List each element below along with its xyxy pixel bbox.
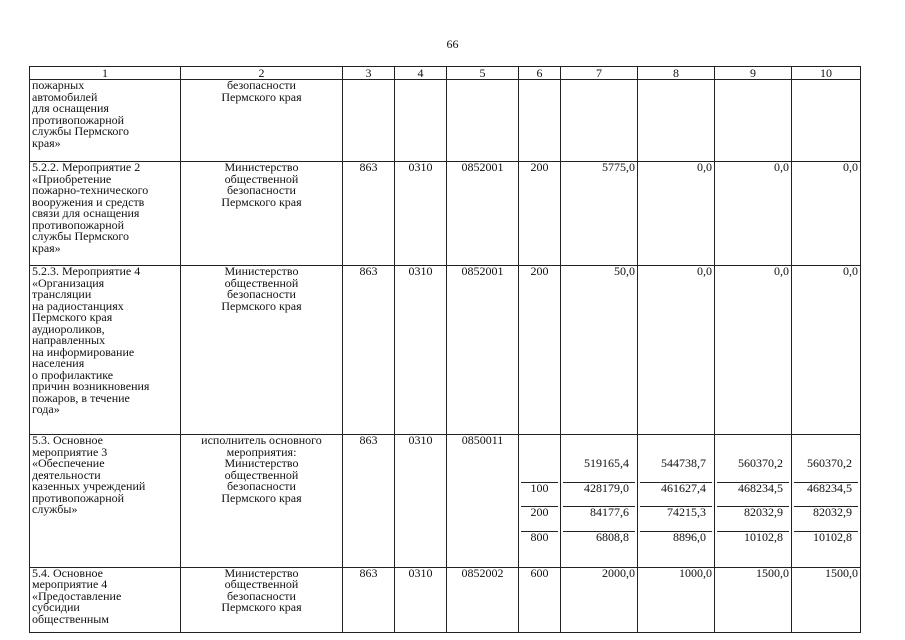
csr-cell	[447, 80, 519, 162]
executor-cell: исполнитель основного мероприятия: Министерство общественной безопасности Пермского края	[181, 435, 343, 568]
section-cell: 0310	[395, 435, 447, 568]
vr-value	[521, 458, 558, 470]
value-cell	[638, 80, 715, 162]
budget-table	[29, 66, 861, 633]
table-row	[30, 162, 861, 266]
value-cell	[561, 435, 638, 568]
column-number: 7	[561, 67, 638, 80]
column-number: 3	[343, 67, 395, 80]
amount: 544738,7	[661, 456, 706, 470]
vr-cell: 600	[519, 567, 561, 632]
section-cell: 0310	[395, 567, 447, 632]
activity-name-cell: 5.2.2. Мероприятие 2 «Приобретение пожарно-технического вооружения и средств связи для оснащения противопожарной службы Пермского края»	[30, 162, 181, 266]
column-number: 4	[395, 67, 447, 80]
value-cell	[792, 435, 861, 568]
value-cell: 1500,0	[792, 567, 861, 632]
activity-name-cell: 5.4. Основное мероприятие 4 «Предоставление субсидии общественным	[30, 567, 181, 632]
activity-name-cell: пожарных автомобилей для оснащения противопожарной службы Пермского края»	[30, 80, 181, 162]
value-cell: 0,0	[638, 162, 715, 266]
value-cell	[715, 435, 792, 568]
amount: 560370,2	[738, 456, 783, 470]
value-cell: 0,0	[638, 266, 715, 435]
grbs-cell: 863	[343, 435, 395, 568]
column-number-row	[30, 67, 861, 80]
amount: 10102,8	[794, 531, 858, 544]
amount: 6808,8	[563, 531, 635, 544]
vr-value: 100	[521, 482, 558, 495]
csr-cell: 0852002	[447, 567, 519, 632]
amount: 82032,9	[794, 506, 858, 519]
value-cell: 0,0	[792, 266, 861, 435]
value-cell: 1500,0	[715, 567, 792, 632]
grbs-cell: 863	[343, 162, 395, 266]
csr-cell: 0852001	[447, 266, 519, 435]
value-cell: 5775,0	[561, 162, 638, 266]
amount: 428179,0	[563, 482, 635, 495]
amount: 82032,9	[717, 506, 789, 519]
grbs-cell: 863	[343, 266, 395, 435]
amount: 84177,6	[563, 506, 635, 519]
executor-cell: Министерство общественной безопасности Пермского края	[181, 162, 343, 266]
executor-cell: безопасности Пермского края	[181, 80, 343, 162]
amount: 74215,3	[640, 506, 712, 519]
amount: 8896,0	[640, 531, 712, 544]
amount: 468234,5	[717, 482, 789, 495]
grbs-cell: 863	[343, 567, 395, 632]
table-row	[30, 80, 861, 162]
grbs-cell	[343, 80, 395, 162]
vr-cell	[519, 80, 561, 162]
section-cell: 0310	[395, 266, 447, 435]
value-cell: 0,0	[715, 266, 792, 435]
value-cell: 0,0	[715, 162, 792, 266]
value-cell	[561, 80, 638, 162]
column-number: 2	[181, 67, 343, 80]
value-cell: 0,0	[792, 162, 861, 266]
table-row	[30, 435, 861, 568]
vr-cell: 200	[519, 266, 561, 435]
executor-cell: Министерство общественной безопасности Пермского края	[181, 266, 343, 435]
activity-name-cell: 5.2.3. Мероприятие 4 «Организация трансляции на радиостанциях Пермского края аудиороликов, направленных на информирование населения о профилактике причин возникновения пожаров, в течение года»	[30, 266, 181, 435]
amount: 461627,4	[640, 482, 712, 495]
vr-cell: 200	[519, 162, 561, 266]
csr-cell: 0852001	[447, 162, 519, 266]
value-cell: 1000,0	[638, 567, 715, 632]
vr-value: 200	[521, 506, 558, 519]
activity-name-cell: 5.3. Основное мероприятие 3 «Обеспечение деятельности казенных учреждений противопожарной службы»	[30, 435, 181, 568]
value-cell: 2000,0	[561, 567, 638, 632]
amount: 468234,5	[794, 482, 858, 495]
column-number: 6	[519, 67, 561, 80]
executor-cell: Министерство общественной безопасности Пермского края	[181, 567, 343, 632]
column-number: 8	[638, 67, 715, 80]
column-number: 10	[792, 67, 861, 80]
value-cell	[715, 80, 792, 162]
value-cell	[792, 80, 861, 162]
amount: 560370,2	[807, 456, 852, 470]
column-number: 5	[447, 67, 519, 80]
section-cell: 0310	[395, 162, 447, 266]
amount: 10102,8	[717, 531, 789, 544]
csr-cell: 0850011	[447, 435, 519, 568]
value-cell: 50,0	[561, 266, 638, 435]
table-row	[30, 567, 861, 632]
table-row	[30, 266, 861, 435]
value-cell	[638, 435, 715, 568]
amount: 519165,4	[584, 456, 629, 470]
column-number: 1	[30, 67, 181, 80]
section-cell	[395, 80, 447, 162]
column-number: 9	[715, 67, 792, 80]
vr-value: 800	[521, 531, 558, 544]
vr-cell	[519, 435, 561, 568]
page-number: 66	[446, 37, 459, 51]
